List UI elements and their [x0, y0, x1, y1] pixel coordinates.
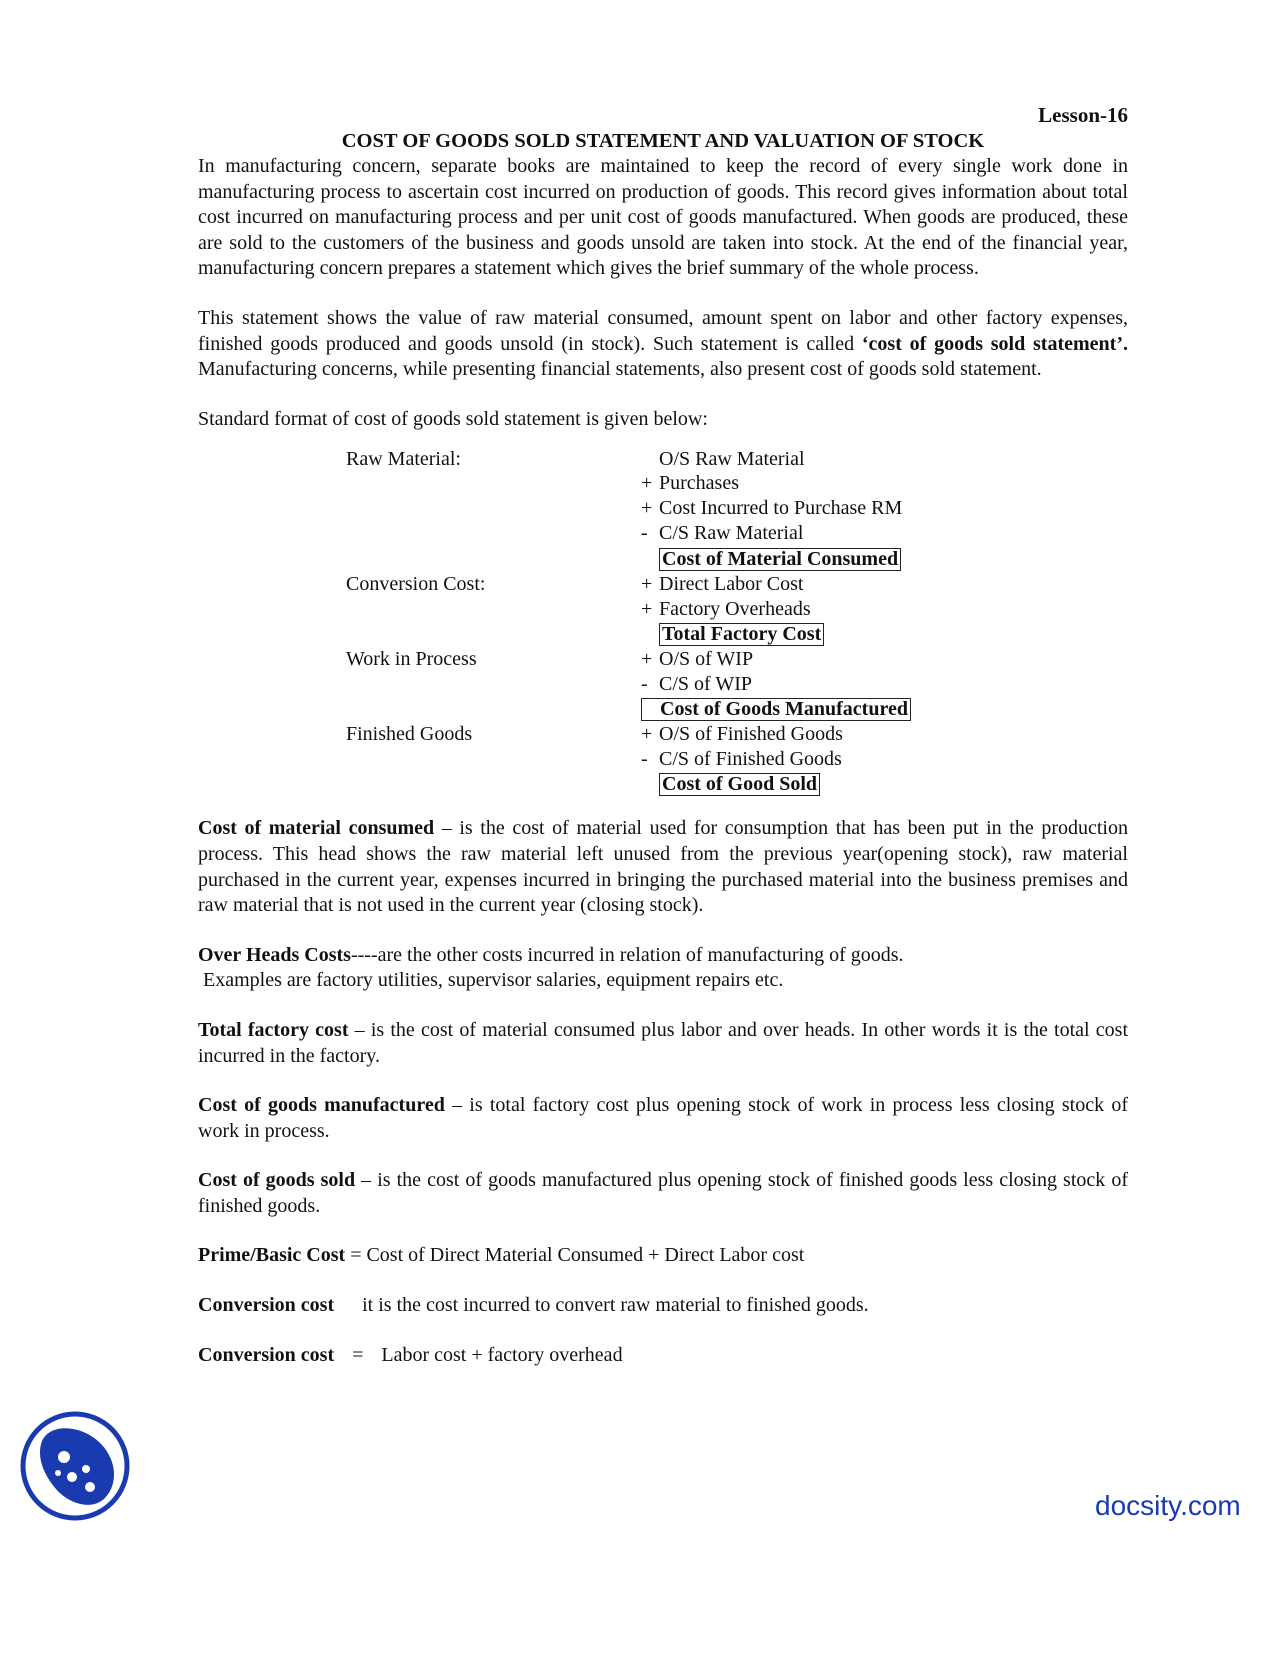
definition-conversion-cost: Conversion cost it is the cost incurred to convert raw material to finished goods. — [198, 1294, 869, 1317]
document-title: COST OF GOODS SOLD STATEMENT AND VALUATION OF STOCK — [341, 130, 985, 152]
subtotal-line — [641, 771, 820, 797]
definition-total-factory-cost: Total factory cost – is the cost of material consumed plus labor and over heads. In other words it is the total cost incurred in the factory. — [198, 1018, 1129, 1067]
label-conversion-cost: Conversion Cost: — [346, 573, 486, 596]
definition-goods-manufactured: Cost of goods manufactured – is total factory cost plus opening stock of work in process less closing stock of work in process. — [198, 1094, 1128, 1142]
label-work-in-process: Work in Process — [346, 648, 477, 671]
subtotal-line — [641, 696, 911, 722]
format-line: + Direct Labor Cost — [641, 573, 804, 596]
label-finished-goods: Finished Goods — [346, 723, 473, 746]
document-content — [198, 102, 1128, 1368]
subtotal-material-consumed: Cost of Material Consumed — [659, 548, 901, 571]
docsity-watermark[interactable]: docsity.com — [1095, 1490, 1241, 1521]
definition-overheads: Over Heads Costs----are the other costs incurred in relation of manufacturing of goods. Examples are factory utilities, supervisor salaries, equipment repairs etc. — [198, 943, 904, 992]
definition-material-consumed: Cost of material consumed – is the cost of material used for consumption that has been put in the production process. This head shows the raw material left unused from the previous year(opening stock), raw material purchased in the current year, expenses incurred in bringing the purchased material into the business premises and raw material that is not used in the current year (closing stock). — [198, 817, 1128, 917]
format-line: - C/S of Finished Goods — [641, 748, 842, 771]
format-line: O/S Raw Material — [659, 448, 805, 471]
definition-prime-cost: Prime/Basic Cost = Cost of Direct Material Consumed + Direct Labor cost — [198, 1244, 805, 1267]
format-line: - C/S Raw Material — [641, 522, 804, 545]
format-line: + Purchases — [641, 472, 739, 495]
statement-text-end: Manufacturing concerns, while presenting financial statements, also present cost of goods sold statement. — [198, 358, 1042, 381]
intro-paragraph: In manufacturing concern, separate books are maintained to keep the record of every single work done in manufacturing process to ascertain cost incurred on production of goods. This record gives information about total cost incurred on manufacturing process and per unit cost of goods manufactured. When goods are produced, these are sold to the customers of the business and goods unsold are taken into stock. At the end of the financial year, manufacturing concern prepares a statement which gives the brief summary of the whole process. — [198, 155, 1128, 280]
format-line: + O/S of WIP — [641, 648, 754, 671]
format-line: + O/S of Finished Goods — [641, 723, 843, 746]
format-line: - C/S of WIP — [641, 673, 752, 696]
subtotal-line — [641, 546, 901, 572]
statement-text-start: This statement shows the value of raw material consumed, amount spent on labor and other factory expenses, finished goods produced and goods unsold (in stock). Such statement is called — [198, 306, 1128, 355]
statement-paragraph — [198, 306, 1128, 383]
subtotal-goods-sold: Cost of Good Sold — [659, 773, 820, 796]
statement-term: ‘cost of goods sold statement’. — [861, 332, 1128, 355]
format-intro: Standard format of cost of goods sold statement is given below: — [198, 407, 708, 430]
lesson-number: Lesson-16 — [1038, 103, 1128, 127]
format-line: + Cost Incurred to Purchase RM — [641, 497, 903, 520]
subtotal-total-factory-cost: Total Factory Cost — [659, 623, 824, 646]
formula-conversion-cost: Conversion cost = Labor cost + factory overhead — [198, 1343, 623, 1366]
cogs-format — [198, 446, 1128, 816]
format-line: + Factory Overheads — [641, 598, 811, 621]
subtotal-line — [641, 621, 824, 647]
label-raw-material: Raw Material: — [346, 448, 461, 471]
subtotal-goods-manufactured: Cost of Goods Manufactured — [641, 698, 911, 721]
docsity-logo-icon — [20, 1411, 130, 1521]
definition-goods-sold: Cost of goods sold – is the cost of goods manufactured plus opening stock of finished goods less closing stock of finished goods. — [198, 1169, 1128, 1217]
